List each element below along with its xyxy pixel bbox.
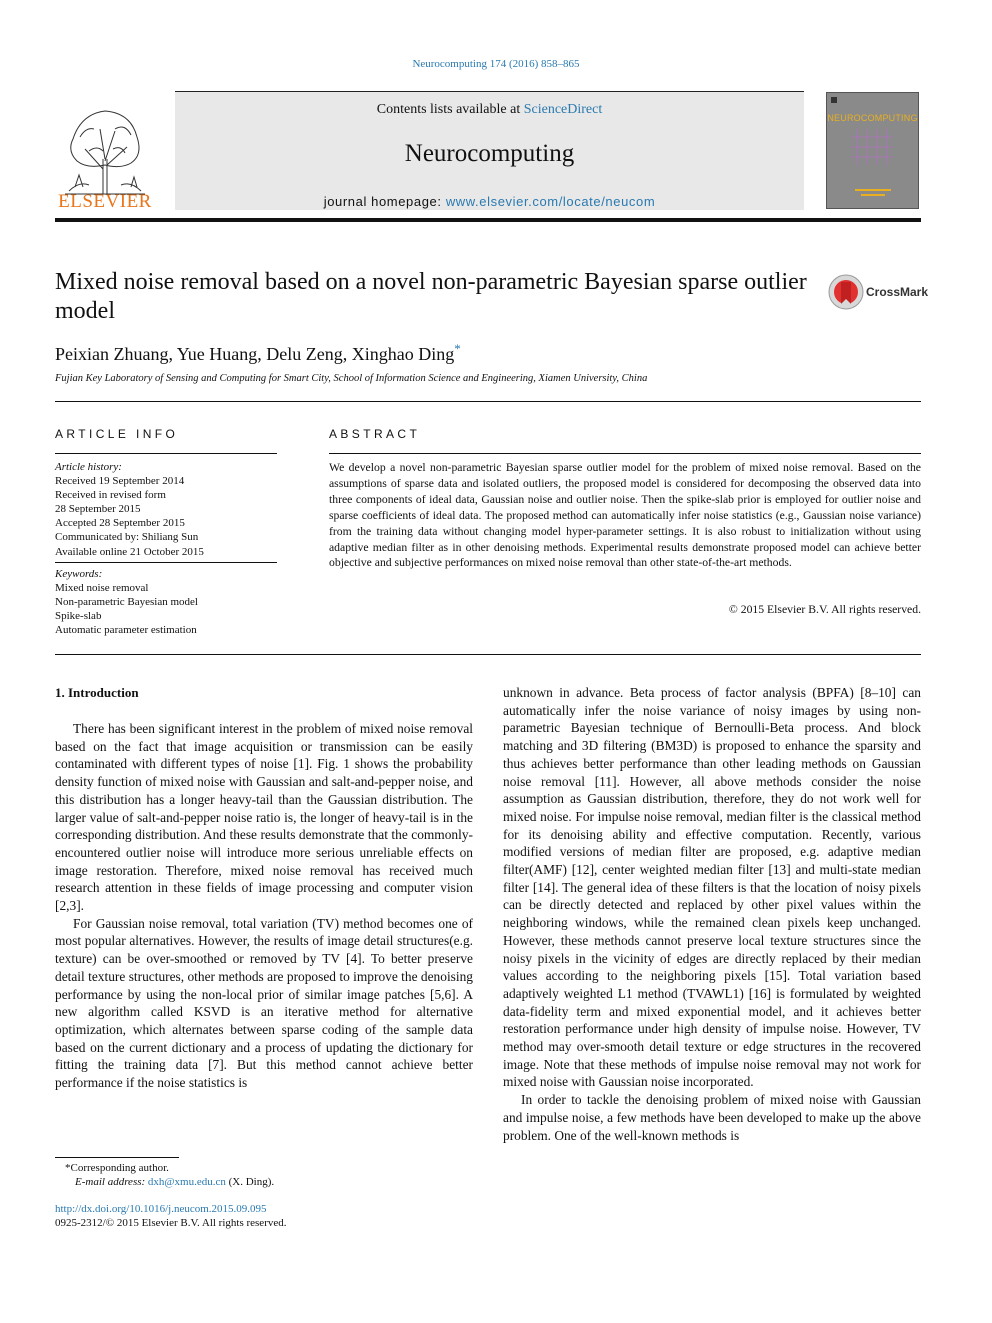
divider [55, 654, 921, 655]
history-item: Received 19 September 2014 [55, 475, 185, 488]
journal-header [55, 91, 921, 223]
homepage-prefix: journal homepage: [323, 194, 446, 209]
cover-graphic [827, 93, 918, 208]
homepage-line [175, 194, 804, 209]
body-column-right [503, 684, 921, 1144]
sciencedirect-link[interactable]: ScienceDirect [523, 102, 603, 117]
footnote-marker: * [65, 1162, 71, 1174]
keywords-heading: Keywords: [55, 568, 103, 580]
history-item: 28 September 2015 [55, 503, 141, 516]
email-link[interactable]: dxh@xmu.edu.cn [147, 1176, 226, 1188]
footnote-rule [55, 1157, 179, 1158]
paragraph: unknown in advance. Beta process of factor analysis (BPFA) [8–10] can automatically infer the noise variance of noisy images by using non-parametric Bayesian technique of Bernoulli-Beta process. And block matching and 3D filtering (BM3D) is proposed to enhance the sparsity and thus achieves better performance than other leading methods on Gaussian noise removal [11]. However, all above methods consider the noise assumption as Gaussian distribution, therefore, they do not work well for mixed noise. For impulse noise removal, median filter is the classical method for its denoising ability and effective computation. Recently, various modified versions of median filter are proposed, e.g. adaptive median filter(AMF) [12], center weighted median filter [13] and multi-state median filter [14]. The general idea of these filters is that the location of noisy pixels can be directly detected and replaced by other pixel values within the neighboring windows, while the remained clean pixels keep unchanged. However, these methods cannot preserve local texture structures since the noisy pixels in the vicinity of edges are directly replaced by their median values according to the neighboring pixels [15]. Total variation based adaptively weighted L1 method (TVAWL1) [16] is formulated by weighted data-fidelity term and mixed exponential model, and it achieves better restoration performance under high density of impulse noise. However, TV method may over-smooth detail texture or edge structures in the recovered image. Note that these methods of impulse noise removal may not work for mixed noise with Gaussian noise incorporated. [503, 685, 921, 1090]
keywords-rule [55, 562, 277, 563]
article-history [55, 460, 204, 559]
footnote-corresponding: Corresponding author. [70, 1162, 169, 1174]
article-info-heading: ARTICLE INFO [55, 427, 179, 441]
abstract-heading: ABSTRACT [329, 427, 421, 441]
journal-cover-image[interactable] [826, 92, 919, 209]
homepage-link[interactable]: www.elsevier.com/locate/neucom [445, 194, 656, 209]
corresponding-author-marker[interactable]: * [454, 341, 461, 356]
doi-block [55, 1202, 287, 1230]
keyword-item: Mixed noise removal [55, 582, 149, 595]
crossmark-icon [828, 274, 864, 310]
journal-masthead [175, 91, 804, 210]
contents-line [175, 102, 804, 118]
abstract-text: We develop a novel non-parametric Bayesian sparse outlier model for the problem of mixed noise removal. Based on the assumptions of sparse data and isolated outliers, the proposed model is considered for decomposing the observed data into three components of ideal data, Gaussian noise and outlier noise. Then the spike-slab prior is employed for outlier noise and sparse coefficients of ideal data. The proposed method can automatically infer noise statistics (e.g., Gaussian noise variance) from the training data without changing model hyper-parameter settings. It is also robust to initialization without using adaptive median filter as in other denoising methods. Experimental results demonstrate proposed model can achieve better objective and subjective performances on mixed noise removal than other state-of-the-art methods. [329, 461, 921, 570]
paragraph: For Gaussian noise removal, total variation (TV) method becomes one of most popular alternatives. However, the results of image detail structures(e.g. texture) can be over-smoothed or removed by TV [4]. To better preserve detail texture structures, other methods are proposed to improve the denoising performance by using the non-local prior of similar image patches [5,6]. A new algorithm called KSVD is an iterative method for alternative optimization, which alternates between sparse coding of the sample data based on the current dictionary and a process of updating the dictionary for fitting the training data [7]. But this method cannot achieve better performance if the noise statistics is [55, 915, 473, 1091]
paper-title: Mixed noise removal based on a novel non-parametric Bayesian sparse outlier model [55, 269, 807, 324]
keyword-item: Spike-slab [55, 610, 102, 623]
cover-title: NEUROCOMPUTING [827, 113, 918, 123]
crossmark-label: CrossMark [866, 285, 929, 299]
abstract-copyright: © 2015 Elsevier B.V. All rights reserved. [728, 603, 921, 616]
abstract-rule [329, 453, 921, 454]
affiliation: Fujian Key Laboratory of Sensing and Computing for Smart City, School of Information Science and Engineering, Xiamen University, China [55, 373, 648, 384]
keyword-item: Automatic parameter estimation [55, 624, 197, 637]
history-item: Received in revised form [55, 489, 166, 502]
history-item: Communicated by: Shiliang Sun [55, 531, 199, 544]
author-names: Peixian Zhuang, Yue Huang, Delu Zeng, Xinghao Ding [55, 344, 455, 364]
journal-name: Neurocomputing [404, 140, 575, 167]
elsevier-wordmark: ELSEVIER [58, 191, 152, 212]
issn-line: 0925-2312/© 2015 Elsevier B.V. All rights reserved. [55, 1217, 287, 1229]
contents-prefix: Contents lists available at [376, 102, 524, 117]
header-rule [55, 218, 921, 222]
email-suffix: (X. Ding). [225, 1176, 275, 1188]
doi-link[interactable]: http://dx.doi.org/10.1016/j.neucom.2015.09.095 [55, 1203, 267, 1215]
history-item: Available online 21 October 2015 [55, 545, 204, 558]
footnote [55, 1161, 274, 1189]
author-list [55, 341, 461, 365]
paragraph: In order to tackle the denoising problem of mixed noise with Gaussian and impulse noise, a few methods have been developed to make up the above problem. One of the well-known methods is [503, 1092, 921, 1143]
article-info-rule [55, 453, 277, 454]
history-heading: Article history: [55, 461, 122, 473]
keywords-block [55, 567, 198, 637]
crossmark-badge[interactable] [828, 274, 928, 310]
section-title: 1. Introduction [55, 685, 139, 700]
journal-reference-link[interactable]: Neurocomputing 174 (2016) 858–865 [412, 58, 580, 70]
keyword-item: Non-parametric Bayesian model [55, 596, 198, 609]
body-column-left [55, 720, 473, 1092]
paragraph: There has been significant interest in the problem of mixed noise removal based on the fact that image acquisition or transmission can be easily contaminated with different types of noise [1]. Fig. 1 shows the probability density function of mixed noise with Gaussian and salt-and-pepper noise, and this distribution has a longer heavy-tail than the Gaussian distribution. The larger value of salt-and-pepper noise ratio is, the longer of heavy-tail is in the corresponding distribution. And these results demonstrate that the commonly-encountered outlier noise will introduce more serious unreliable effects on image restoration. Therefore, mixed noise removal has received much research attention in these fields of image processing and computer vision [2,3]. [55, 721, 473, 914]
divider [55, 401, 921, 402]
email-label: E-mail address: [75, 1176, 148, 1188]
history-item: Accepted 28 September 2015 [55, 517, 185, 530]
